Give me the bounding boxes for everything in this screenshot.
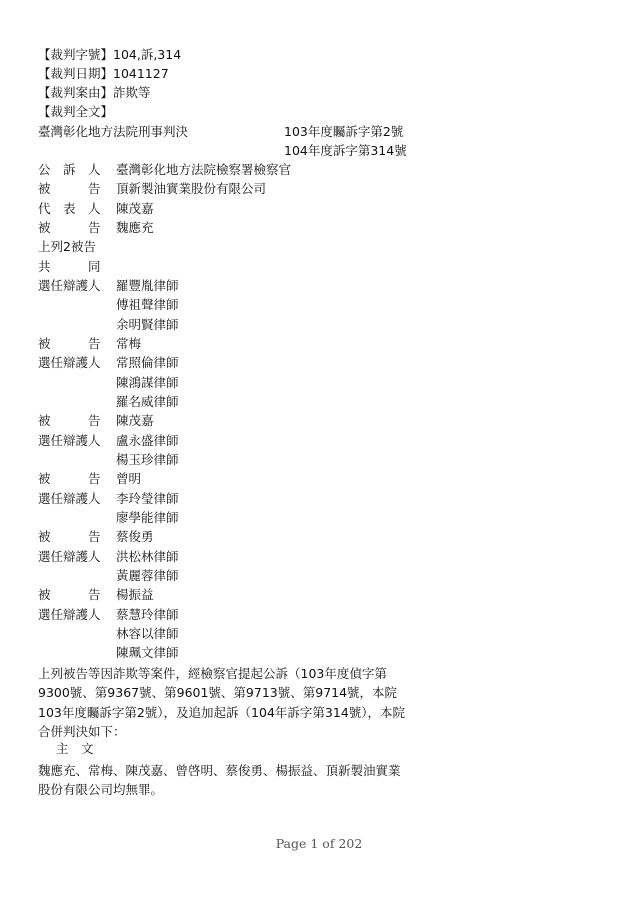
party-name: 陳茂嘉	[116, 201, 154, 216]
party-role: 選任辯護人	[38, 278, 101, 293]
party-name: 頂新製油實業股份有限公司	[116, 181, 267, 196]
party-name: 余明賢律師	[116, 317, 179, 332]
court-title: 臺灣彰化地方法院刑事判決	[38, 124, 189, 139]
verdict-paragraph: 魏應充、常梅、陳茂嘉、曾啓明、蔡俊勇、楊振益、頂新製油實業股份有限公司均無罪。	[38, 763, 401, 798]
judgment-cause: 【裁判案由】詐欺等	[38, 85, 151, 100]
party-name: 盧永盛律師	[116, 433, 179, 448]
party-role: 被 告	[38, 413, 101, 428]
party-name: 黃麗蓉律師	[116, 568, 179, 583]
party-role: 被 告	[38, 181, 101, 196]
fulltext-label: 【裁判全文】	[38, 104, 114, 119]
main-text-heading: 主 文	[56, 741, 94, 756]
party-name: 洪松林律師	[116, 549, 179, 564]
party-name: 林容以律師	[116, 626, 179, 641]
case-number: 【裁判字號】104,訴,314	[38, 47, 182, 62]
party-role: 選任辯護人	[38, 491, 101, 506]
case-ref-2: 104年度訴字第314號	[284, 143, 407, 158]
party-role: 被 告	[38, 587, 101, 602]
party-name: 曾明	[116, 471, 142, 486]
party-name: 臺灣彰化地方法院檢察署檢察官	[116, 162, 292, 177]
party-name: 羅豐胤律師	[116, 278, 179, 293]
judgment-date: 【裁判日期】1041127	[38, 66, 169, 81]
party-role: 共 同	[38, 259, 101, 274]
party-name: 魏應充	[116, 220, 154, 235]
page-number: Page 1 of 202	[275, 836, 363, 851]
party-role: 代 表 人	[38, 201, 101, 216]
party-name: 常梅	[116, 336, 142, 351]
party-name: 傅祖聲律師	[116, 297, 179, 312]
party-role: 公 訴 人	[38, 162, 101, 177]
party-role: 被 告	[38, 471, 101, 486]
intro-paragraph: 上列被告等因詐欺等案件，經檢察官提起公訴（103年度偵字第9300號、第9367號、第9601號、第9713號、第9714號，本院103年度矚訴字第2號），及追加起訴（104年訴字第314號），本院合併判決如下：	[38, 666, 406, 739]
party-name: 楊振益	[116, 587, 154, 602]
party-role: 被 告	[38, 220, 101, 235]
party-name: 陳鴻謀律師	[116, 375, 179, 390]
party-role: 選任辯護人	[38, 433, 101, 448]
party-name: 羅名威律師	[116, 394, 179, 409]
party-role: 選任辯護人	[38, 549, 101, 564]
party-name: 常照倫律師	[116, 355, 179, 370]
party-role: 選任辯護人	[38, 607, 101, 622]
party-name: 陳珮文律師	[116, 645, 179, 660]
case-ref-1: 103年度矚訴字第2號	[284, 124, 404, 139]
party-name: 陳茂嘉	[116, 413, 154, 428]
party-role: 選任辯護人	[38, 355, 101, 370]
party-name: 蔡慧玲律師	[116, 607, 179, 622]
party-role: 上列2被告	[38, 239, 96, 254]
party-name: 楊玉珍律師	[116, 452, 179, 467]
party-name: 李玲瑩律師	[116, 491, 179, 506]
party-role: 被 告	[38, 529, 101, 544]
party-name: 廖學能律師	[116, 510, 179, 525]
party-name: 蔡俊勇	[116, 529, 154, 544]
party-role: 被 告	[38, 336, 101, 351]
